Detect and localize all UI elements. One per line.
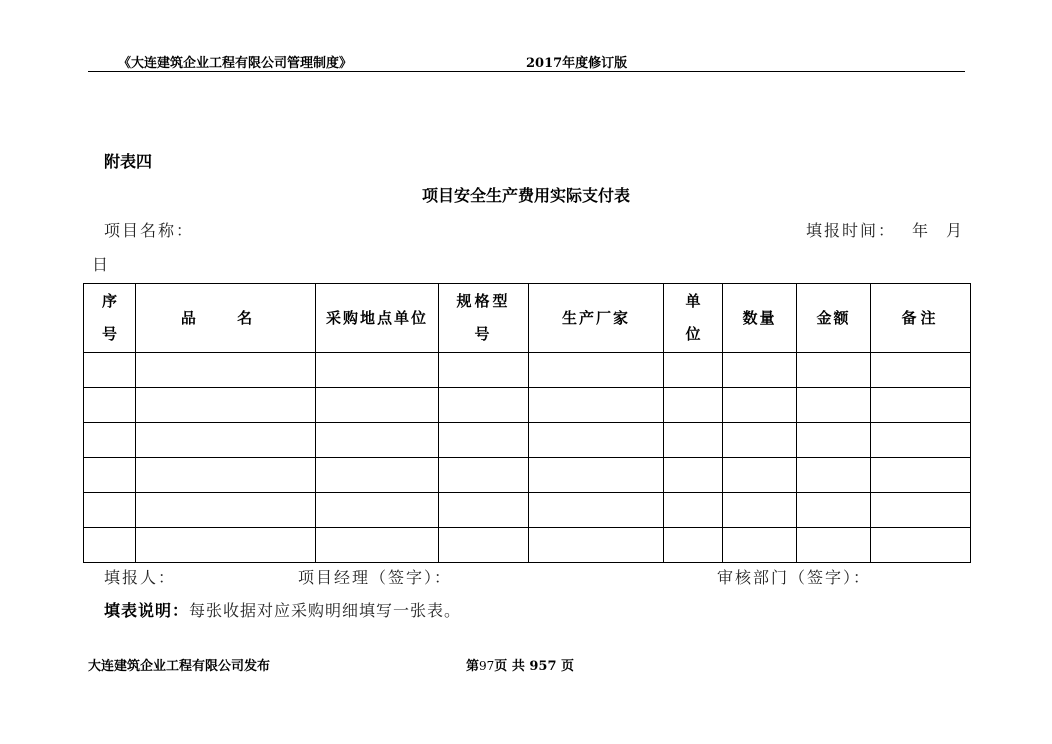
col-header-amount: 金额 xyxy=(797,284,871,353)
month-label: 月 xyxy=(946,221,963,240)
project-manager-signature-label: 项目经理（签字）： xyxy=(298,568,453,587)
col-header-seq: 序号 xyxy=(84,284,136,353)
table-cell[interactable] xyxy=(529,528,664,563)
table-cell[interactable] xyxy=(664,493,723,528)
table-cell[interactable] xyxy=(664,353,723,388)
table-row xyxy=(84,458,971,493)
table-cell[interactable] xyxy=(529,458,664,493)
table-cell[interactable] xyxy=(136,528,316,563)
page-suffix: 页 xyxy=(561,659,575,674)
table-cell[interactable] xyxy=(797,458,871,493)
table-cell[interactable] xyxy=(439,493,529,528)
appendix-label: 附表四 xyxy=(104,152,153,171)
fill-time-label: 填报时间： xyxy=(806,221,897,240)
table-cell[interactable] xyxy=(136,353,316,388)
page-total: 957 xyxy=(529,659,557,674)
footer-publisher: 大连建筑企业工程有限公司发布 xyxy=(88,659,271,674)
table-cell[interactable] xyxy=(797,493,871,528)
table-cell[interactable] xyxy=(723,388,797,423)
table-cell[interactable] xyxy=(439,458,529,493)
page-prefix: 第 xyxy=(466,659,480,674)
table-cell[interactable] xyxy=(871,528,971,563)
table-cell[interactable] xyxy=(723,458,797,493)
header-title: 《大连建筑企业工程有限公司管理制度》 xyxy=(118,56,353,71)
table-cell[interactable] xyxy=(84,353,136,388)
table-cell[interactable] xyxy=(316,458,439,493)
table-cell[interactable] xyxy=(136,388,316,423)
table-cell[interactable] xyxy=(664,423,723,458)
year-label: 年 xyxy=(912,221,929,240)
day-label: 日 xyxy=(92,255,109,274)
table-cell[interactable] xyxy=(316,528,439,563)
cost-table xyxy=(83,283,971,563)
table-cell[interactable] xyxy=(439,423,529,458)
col-header-purchase-location: 采购地点单位 xyxy=(316,284,439,353)
table-cell[interactable] xyxy=(529,423,664,458)
footer-page-number xyxy=(466,655,574,674)
table-cell[interactable] xyxy=(797,353,871,388)
table-cell[interactable] xyxy=(84,388,136,423)
page-title: 项目安全生产费用实际支付表 xyxy=(421,186,630,205)
project-name-label: 项目名称： xyxy=(104,221,195,240)
page-current: 97 xyxy=(479,659,495,673)
col-header-spec-model: 规格型号 xyxy=(439,284,529,353)
table-cell[interactable] xyxy=(529,353,664,388)
table-cell[interactable] xyxy=(439,388,529,423)
header-divider xyxy=(88,71,965,72)
fill-instructions xyxy=(104,598,461,621)
table-cell[interactable] xyxy=(316,493,439,528)
table-cell[interactable] xyxy=(723,493,797,528)
table-row xyxy=(84,493,971,528)
table-cell[interactable] xyxy=(136,423,316,458)
table-cell[interactable] xyxy=(871,388,971,423)
col-header-remarks: 备注 xyxy=(871,284,971,353)
table-cell[interactable] xyxy=(529,493,664,528)
table-cell[interactable] xyxy=(84,493,136,528)
table-header-row xyxy=(84,284,971,353)
col-header-manufacturer: 生产厂家 xyxy=(529,284,664,353)
table-cell[interactable] xyxy=(84,458,136,493)
table-cell[interactable] xyxy=(136,493,316,528)
table-cell[interactable] xyxy=(797,528,871,563)
table-cell[interactable] xyxy=(871,458,971,493)
table-row xyxy=(84,353,971,388)
col-header-unit: 单位 xyxy=(664,284,723,353)
page-mid: 页 共 xyxy=(494,659,525,674)
table-cell[interactable] xyxy=(723,353,797,388)
table-cell[interactable] xyxy=(797,388,871,423)
table-cell[interactable] xyxy=(84,423,136,458)
table-row xyxy=(84,423,971,458)
table-cell[interactable] xyxy=(797,423,871,458)
table-cell[interactable] xyxy=(871,423,971,458)
table-cell[interactable] xyxy=(664,388,723,423)
col-header-quantity: 数量 xyxy=(723,284,797,353)
fill-instructions-label: 填表说明： xyxy=(104,601,190,620)
fill-instructions-text: 每张收据对应采购明细填写一张表。 xyxy=(189,601,462,620)
reporter-label: 填报人： xyxy=(104,568,177,587)
table-cell[interactable] xyxy=(723,528,797,563)
table-row xyxy=(84,528,971,563)
table-cell[interactable] xyxy=(136,458,316,493)
col-header-item-name: 品 名 xyxy=(136,284,316,353)
table-cell[interactable] xyxy=(316,388,439,423)
table-cell[interactable] xyxy=(316,423,439,458)
table-cell[interactable] xyxy=(439,528,529,563)
reviewer-signature-label: 审核部门（签字）： xyxy=(717,568,872,587)
table-cell[interactable] xyxy=(664,458,723,493)
table-cell[interactable] xyxy=(316,353,439,388)
table-row xyxy=(84,388,971,423)
table-cell[interactable] xyxy=(439,353,529,388)
table-cell[interactable] xyxy=(84,528,136,563)
table-cell[interactable] xyxy=(664,528,723,563)
table-cell[interactable] xyxy=(871,353,971,388)
header-edition: 2017年度修订版 xyxy=(526,56,628,71)
table-cell[interactable] xyxy=(871,493,971,528)
table-cell[interactable] xyxy=(529,388,664,423)
table-cell[interactable] xyxy=(723,423,797,458)
